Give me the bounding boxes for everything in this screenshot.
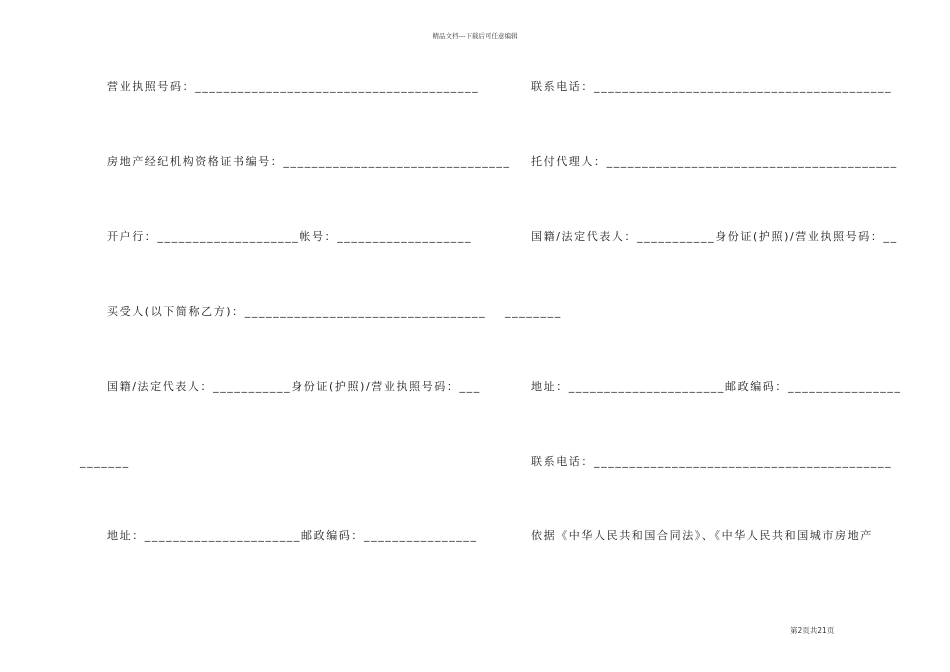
buyer-id-continuation: _______ bbox=[80, 455, 130, 468]
bank-account-line: 开户行：____________________帐号：___________________ bbox=[107, 230, 473, 243]
buyer-nationality-line: 国籍/法定代表人：___________身份证(护照)/营业执照号码：___ bbox=[107, 380, 481, 393]
page-number: 第2页共21页 bbox=[790, 626, 835, 635]
seller-nationality-line: 国籍/法定代表人：___________身份证(护照)/营业执照号码：__ bbox=[531, 230, 898, 243]
seller-address-line: 地址：______________________邮政编码：________________ bbox=[531, 380, 902, 393]
buyer-line: 买受人(以下简称乙方)：__________________________________ bbox=[107, 305, 487, 318]
seller-id-continuation: ________ bbox=[505, 305, 562, 318]
business-license-line: 营业执照号码：________________________________________ bbox=[107, 80, 480, 93]
seller-phone-line: 联系电话：__________________________________________ bbox=[531, 80, 893, 93]
page-header: 精品文档---下载后可任意编辑 bbox=[432, 32, 518, 40]
buyer-phone-line: 联系电话：__________________________________________ bbox=[531, 455, 893, 468]
legal-basis-text: 依据《中华人民共和国合同法》、《中华人民共和国城市房地产 bbox=[531, 529, 873, 542]
buyer-address-line: 地址：______________________邮政编码：________________ bbox=[107, 529, 478, 542]
broker-cert-line: 房地产经纪机构资格证书编号：________________________________ bbox=[107, 155, 511, 168]
seller-agent-line: 托付代理人：_________________________________________ bbox=[531, 155, 898, 168]
